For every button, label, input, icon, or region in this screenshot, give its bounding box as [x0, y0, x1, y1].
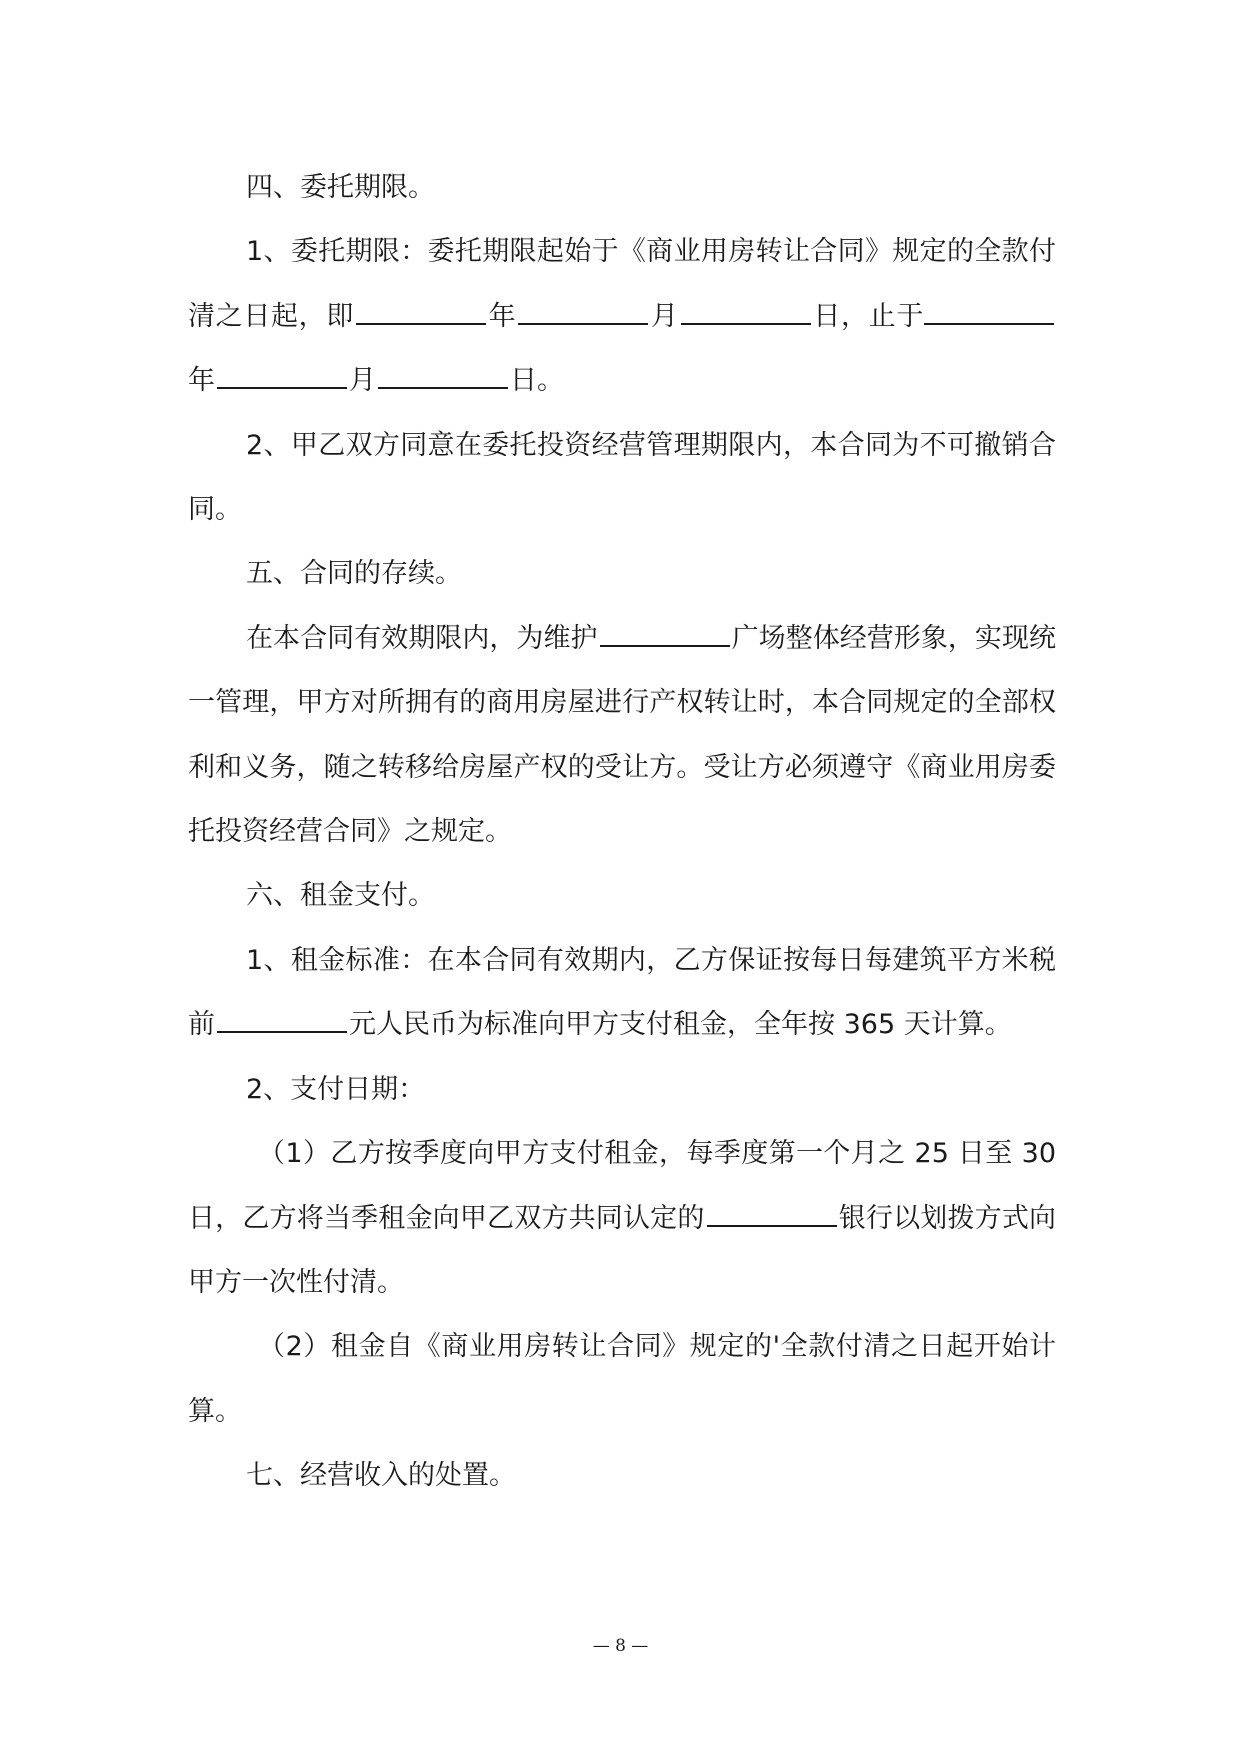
- clause-text: 日，止于: [812, 300, 925, 332]
- section-6-heading: 六、租金支付。: [246, 880, 435, 912]
- section-6-clause-2: 2、支付日期：: [246, 1073, 426, 1105]
- section-7-heading: 七、经营收入的处置。: [246, 1460, 516, 1492]
- clause-text: 月: [650, 300, 679, 332]
- section-4-clause-1: [188, 220, 1056, 413]
- clause-text: 月: [349, 365, 376, 397]
- clause-text: 年: [188, 365, 215, 397]
- clause-text: （1）乙方按季度向甲方支付租金，每季度第一个月之 25 日至 30 日，乙方将当季租金向甲乙双方共同认定的: [188, 1138, 1056, 1234]
- section-6-clause-1: [188, 929, 1056, 1058]
- section-6-clause-2-item-1: [188, 1122, 1056, 1315]
- clause-text: 在本合同有效期限内，为维护: [246, 622, 598, 654]
- blank-start-year: [356, 301, 486, 325]
- page-number: — 8 —: [592, 1636, 649, 1656]
- blank-rent-amount: [217, 1009, 347, 1033]
- clause-text: 银行以划拨方式向甲方一次性付清。: [188, 1202, 1057, 1298]
- blank-start-month: [518, 301, 648, 325]
- blank-bank-name: [707, 1203, 837, 1227]
- section-4-heading: 四、委托期限。: [246, 172, 435, 203]
- clause-text: 广场整体经营形象，实现统一管理，甲方对所拥有的商用房屋进行产权转让时，本合同规定的全部权利和义务，随之转移给房屋产权的受让方。受让方必须遵守《商业用房委托投资经营合同》之规定。: [188, 622, 1057, 848]
- clause-text: 年: [488, 300, 517, 332]
- clause-text: 元人民币为标准向甲方支付租金，全年按 365 天计算。: [349, 1009, 1012, 1041]
- blank-start-day: [681, 301, 811, 325]
- clause-text: 日。: [510, 365, 564, 397]
- clause-text: 1、委托期限：委托期限起始于《商业用房转让合同》规定的全款付清之日起，即: [188, 236, 1056, 332]
- section-5-heading: 五、合同的存续。: [246, 558, 462, 590]
- clause-text: 1、租金标准：在本合同有效期内，乙方保证按每日每建筑平方米税前: [188, 944, 1056, 1041]
- section-5-clause: [188, 607, 1056, 865]
- blank-end-year: [924, 301, 1054, 325]
- section-6-clause-2-item-2: （2）租金自《商业用房转让合同》规定的'全款付清之日起开始计算。: [188, 1331, 1056, 1427]
- blank-end-day: [378, 365, 508, 389]
- blank-plaza-name: [600, 623, 730, 647]
- section-4-clause-2: 2、甲乙双方同意在委托投资经营管理期限内，本合同为不可撤销合同。: [188, 429, 1056, 526]
- document-body: [188, 156, 1056, 1509]
- blank-end-month: [217, 365, 347, 389]
